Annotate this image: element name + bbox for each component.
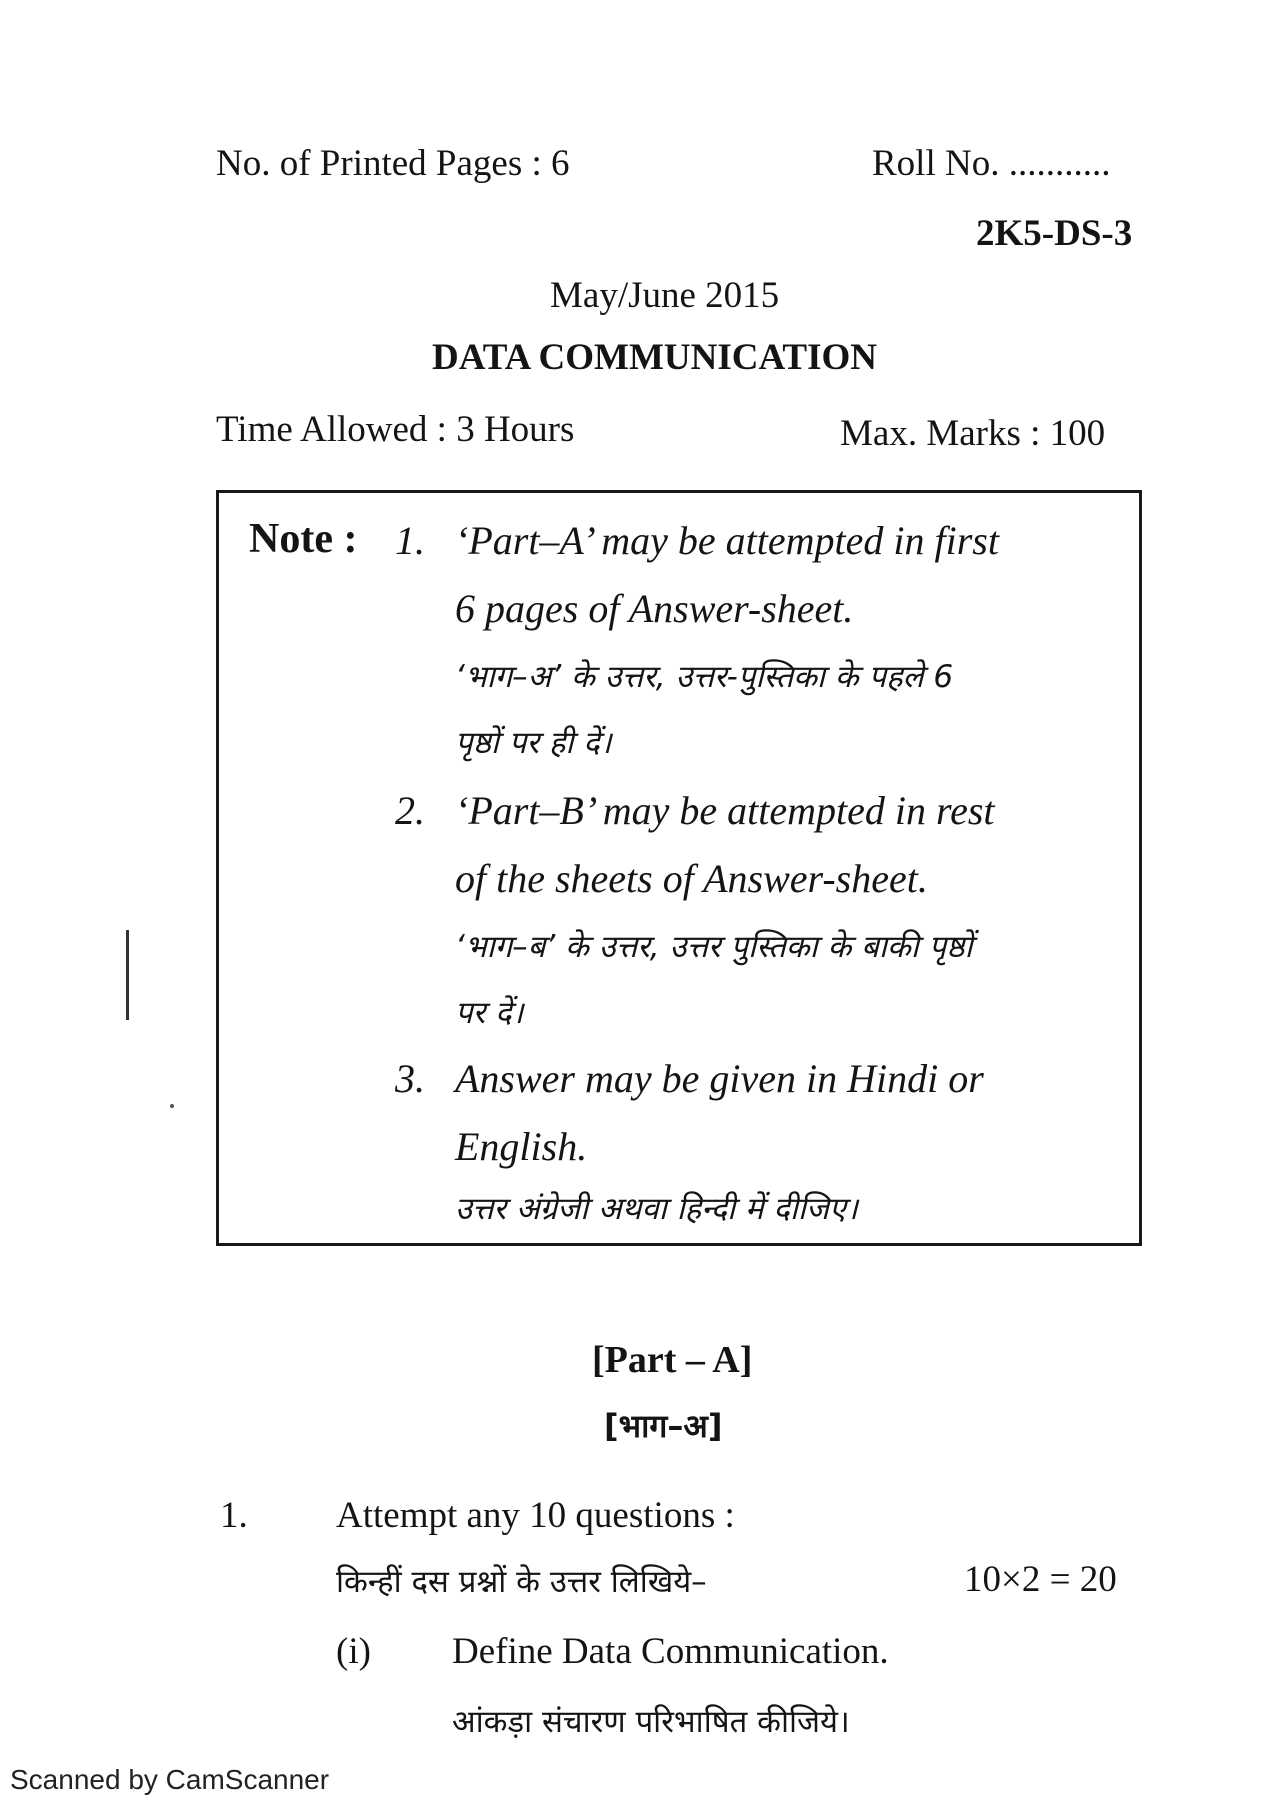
note-item-1-hindi-1: ‘भाग–अ’ के उत्तर, उत्तर-पुस्तिका के पहले 6 bbox=[455, 659, 954, 695]
note-item-3-line-2: English. bbox=[455, 1124, 588, 1169]
subject-title: DATA COMMUNICATION bbox=[432, 337, 878, 378]
note-item-2-line-2: of the sheets of Answer-sheet. bbox=[455, 856, 928, 901]
scan-dot bbox=[170, 1104, 174, 1108]
note-item-2-hindi-2: पर दें। bbox=[455, 995, 524, 1031]
question-1-number: 1. bbox=[220, 1495, 248, 1536]
note-item-1-line-1: ‘Part–A’ may be attempted in first bbox=[455, 518, 999, 563]
question-1-instruction-hindi: किन्हीं दस प्रश्नों के उत्तर लिखिये– bbox=[336, 1564, 707, 1600]
note-item-3-hindi-1: उत्तर अंग्रेजी अथवा हिन्दी में दीजिए। bbox=[455, 1191, 858, 1227]
note-item-3-line-1: Answer may be given in Hindi or bbox=[455, 1056, 984, 1101]
note-box bbox=[216, 490, 1142, 1246]
paper-code: 2K5-DS-3 bbox=[976, 213, 1133, 254]
part-a-title: [Part – A] bbox=[592, 1339, 753, 1381]
note-label: Note : bbox=[249, 516, 358, 562]
exam-session: May/June 2015 bbox=[550, 275, 780, 316]
note-item-1-hindi-2: पृष्ठों पर ही दें। bbox=[455, 725, 612, 761]
part-a-title-hindi: [भाग–अ] bbox=[604, 1407, 723, 1445]
note-item-3-number: 3. bbox=[395, 1056, 425, 1101]
note-item-1-number: 1. bbox=[395, 518, 425, 563]
scanner-watermark: Scanned by CamScanner bbox=[10, 1764, 330, 1795]
printed-pages: No. of Printed Pages : 6 bbox=[216, 143, 570, 184]
time-allowed: Time Allowed : 3 Hours bbox=[216, 409, 575, 450]
question-1-marks: 10×2 = 20 bbox=[964, 1559, 1117, 1600]
sub-question-i-text-hindi: आंकड़ा संचारण परिभाषित कीजिये। bbox=[452, 1704, 850, 1740]
max-marks: Max. Marks : 100 bbox=[840, 413, 1106, 454]
note-item-2-number: 2. bbox=[395, 788, 425, 833]
note-item-2-line-1: ‘Part–B’ may be attempted in rest bbox=[455, 788, 995, 833]
note-item-1-line-2: 6 pages of Answer-sheet. bbox=[455, 586, 854, 631]
sub-question-i-number: (i) bbox=[336, 1631, 371, 1672]
sub-question-i-text: Define Data Communication. bbox=[452, 1631, 889, 1672]
question-1-instruction: Attempt any 10 questions : bbox=[336, 1495, 735, 1536]
scan-mark bbox=[126, 930, 129, 1020]
roll-no: Roll No. ........... bbox=[872, 143, 1111, 184]
note-item-2-hindi-1: ‘भाग–ब’ के उत्तर, उत्तर पुस्तिका के बाकी पृष्ठों bbox=[455, 929, 973, 965]
